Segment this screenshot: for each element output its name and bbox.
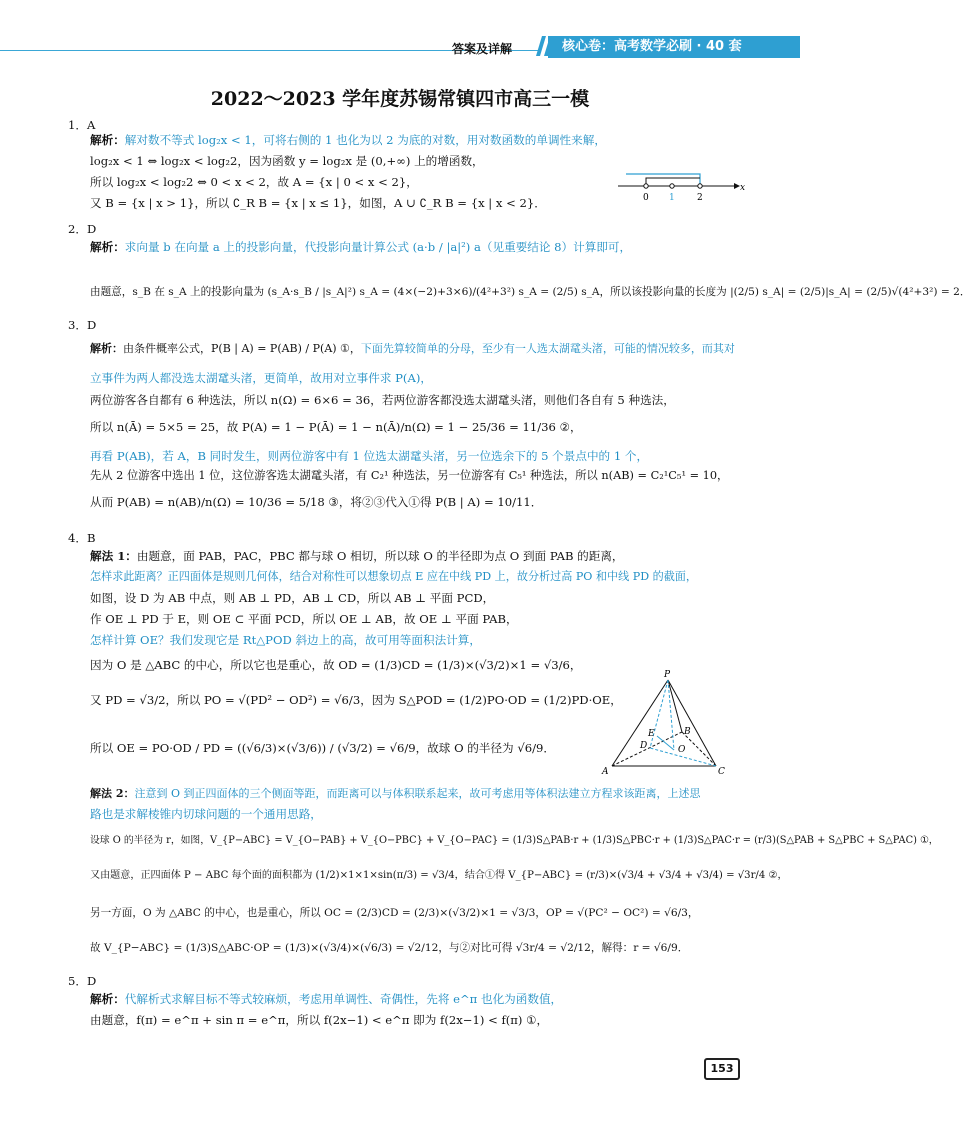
fig-label-E: E (648, 729, 655, 739)
axis-label-2: 2 (697, 193, 703, 203)
fig-label-A: A (602, 767, 609, 777)
q4-line-10: 路也是求解棱锥内切球问题的一个通用思路， (90, 807, 322, 821)
q5-answer: 5．D (68, 974, 97, 988)
header-banner: 核心卷：高考数学必刷 · 40 套 (548, 36, 800, 58)
q5-label: 解析： (90, 992, 125, 1006)
q4-line-7: 又 PD = √3/2，所以 PO = √(PD² − OD²) = √6/3，因为 S△POD = (1/2)PO·OD = (1/2)PD·OE， (90, 693, 622, 707)
q4-method1-text: 由题意，面 PAB，PAC，PBC 都与球 O 相切，所以球 O 的半径即为点 O 到面 PAB 的距离， (136, 549, 624, 563)
q4-method2-label: 解法 2： (90, 787, 135, 800)
q3-line-6: 先从 2 位游客中选出 1 位，这位游客选太湖鼋头渚，有 C₂¹ 种选法，另一位游客有 C₅¹ 种选法，所以 n(AB) = C₂¹C₅¹ = 10， (90, 469, 729, 482)
q4-method2-hint: 注意到 O 到正四面体的三个侧面等距，而距离可以与体积联系起来，故可考虑用等体积法建立方程求该距离，上述思 (134, 787, 701, 800)
q4-line-2: 怎样求此距离？正四面体是规则几何体，结合对称性可以想象切点 E 应在中线 PD 上，故分析过高 PO 和中线 PD 的截面， (90, 570, 697, 583)
q1-answer: 1．A (68, 118, 96, 132)
q4-line-8: 所以 OE = PO·OD / PD = ((√6/3)×(√3/6)) / (√3/2) = √6/9，故球 O 的半径为 √6/9． (90, 741, 555, 755)
axis-label-x: x (740, 183, 746, 193)
q3-hint: 下面先算较简单的分母，至少有一人选太湖鼋头渚，可能的情况较多，而其对 (360, 342, 735, 355)
q2-answer: 2．D (68, 222, 97, 236)
q4-line-1 (90, 548, 624, 564)
q1-label: 解析： (90, 133, 125, 147)
q5-line-2: 由题意，f(π) = e^π + sin π = e^π，所以 f(2x−1) < e^π 即为 f(2x−1) < f(π) ①， (90, 1013, 549, 1027)
q1-line-3: 所以 log₂x < log₂2 ⇔ 0 < x < 2，故 A = {x | 0 < x < 2}， (90, 175, 418, 189)
q5-hint: 代解析式求解目标不等式较麻烦，考虑用单调性、奇偶性，先将 e^π 也化为函数值， (124, 992, 563, 1006)
q3-line-7: 从而 P(AB) = n(AB)/n(Ω) = 10/36 = 5/18 ③，将②③代入①得 P(B | A) = 10/11． (90, 495, 543, 509)
q4-line-11: 设球 O 的半径为 r，如图，V_{P−ABC} = V_{O−PAB} + V_{O−PBC} + V_{O−PAC} = (1/3)S△PAB·r + (1/3)S△PBC·r + (1/3)S△PAC·r = (r/3)(S△PAB + S△PBC + S△PAC) ①， (90, 835, 939, 846)
q1-hint: 解对数不等式 log₂x < 1，可将右侧的 1 也化为以 2 为底的对数，用对数函数的单调性来解， (124, 133, 606, 147)
q3-line-3: 两位游客各自都有 6 种选法，所以 n(Ω) = 6×6 = 36，若两位游客都没选太湖鼋头渚，则他们各自有 5 种选法， (90, 393, 675, 407)
q1-line-4: 又 B = {x | x > 1}，所以 ∁_R B = {x | x ≤ 1}，如图，A ∪ ∁_R B = {x | x < 2}． (90, 196, 546, 210)
q4-method1-label: 解法 1： (90, 549, 137, 563)
page-title: 2022～2023 学年度苏锡常镇四市高三一模 (210, 88, 590, 110)
fig-label-C: C (718, 767, 725, 777)
q3-answer: 3．D (68, 318, 97, 332)
q4-line-4: 作 OE ⊥ PD 于 E，则 OE ⊂ 平面 PCD，所以 OE ⊥ AB，故 OE ⊥ 平面 PAB， (90, 612, 518, 626)
q5-line-1 (90, 991, 562, 1007)
q3-label: 解析： (90, 342, 123, 355)
q4-line-9 (90, 786, 701, 802)
q1-line-1 (90, 132, 606, 148)
page-number: 153 (704, 1058, 740, 1080)
q4-line-6: 因为 O 是 △ABC 的中心，所以它也是重心，故 OD = (1/3)CD = (1/3)×(√3/2)×1 = √3/6， (90, 658, 582, 672)
axis-label-1: 1 (669, 193, 675, 203)
q4-answer: 4．B (68, 531, 96, 545)
q2-line-1 (90, 239, 631, 255)
q4-line-5: 怎样计算 OE？我们发现它是 Rt△POD 斜边上的高，故可用等面积法计算， (90, 633, 481, 647)
axis-label-0: 0 (643, 193, 649, 203)
fig-label-D: D (640, 741, 648, 751)
q4-tetrahedron-figure (600, 670, 740, 780)
q4-line-13: 另一方面，O 为 △ABC 的中心，也是重心，所以 OC = (2/3)CD = (2/3)×(√3/2)×1 = √3/3，OP = √(PC² − OC²) = √6/3， (90, 907, 699, 919)
q4-line-3: 如图，设 D 为 AB 中点，则 AB ⊥ PD，AB ⊥ CD，所以 AB ⊥ 平面 PCD， (90, 591, 495, 605)
q1-line-2: log₂x < 1 ⇔ log₂x < log₂2，因为函数 y = log₂x 是 (0,+∞) 上的增函数， (90, 154, 484, 168)
q3-line-2: 立事件为两人都没选太湖鼋头渚，更简单，故用对立事件求 P(A)， (90, 371, 432, 385)
q1-number-line (616, 164, 746, 204)
q2-line-2: 由题意，s_B 在 s_A 上的投影向量为 (s_A·s_B / |s_A|²) s_A = (4×(−2)+3×6)/(4²+3²) s_A = (2/5) s_A，所以该投影向量的长度为 |(2/5) s_A| = (2/5)|s_A| = (2/5)√(4²+3²) = 2． (90, 286, 970, 298)
q2-label: 解析： (90, 240, 125, 254)
fig-label-O: O (678, 745, 686, 755)
q3-line-5: 再看 P(AB)，若 A，B 同时发生，则两位游客中有 1 位选太湖鼋头渚，另一位选余下的 5 个景点中的 1 个， (90, 449, 649, 463)
q4-line-12: 又由题意，正四面体 P − ABC 每个面的面积都为 (1/2)×1×1×sin(π/3) = √3/4，结合①得 V_{P−ABC} = (r/3)×(√3/4 + √3/4 + √3/4) = √3r/4 ②， (90, 870, 788, 881)
header-section-label: 答案及详解 (452, 42, 513, 56)
fig-label-P: P (664, 670, 671, 680)
q3-line-1 (90, 341, 735, 357)
q3-formula: 由条件概率公式，P(B | A) = P(AB) / P(A) ①， (123, 342, 361, 355)
q4-line-14: 故 V_{P−ABC} = (1/3)S△ABC·OP = (1/3)×(√3/4)×(√6/3) = √2/12，与②对比可得 √3r/4 = √2/12，解得：r = √6/9． (90, 942, 689, 954)
q2-hint: 求向量 b 在向量 a 上的投影向量，代投影向量计算公式 (a·b / |a|²) a（见重要结论 8）计算即可， (124, 240, 632, 254)
q3-line-4: 所以 n(Ā) = 5×5 = 25，故 P(A) = 1 − P(Ā) = 1 − n(Ā)/n(Ω) = 1 − 25/36 = 11/36 ②， (90, 420, 582, 434)
fig-label-B: B (684, 727, 691, 737)
